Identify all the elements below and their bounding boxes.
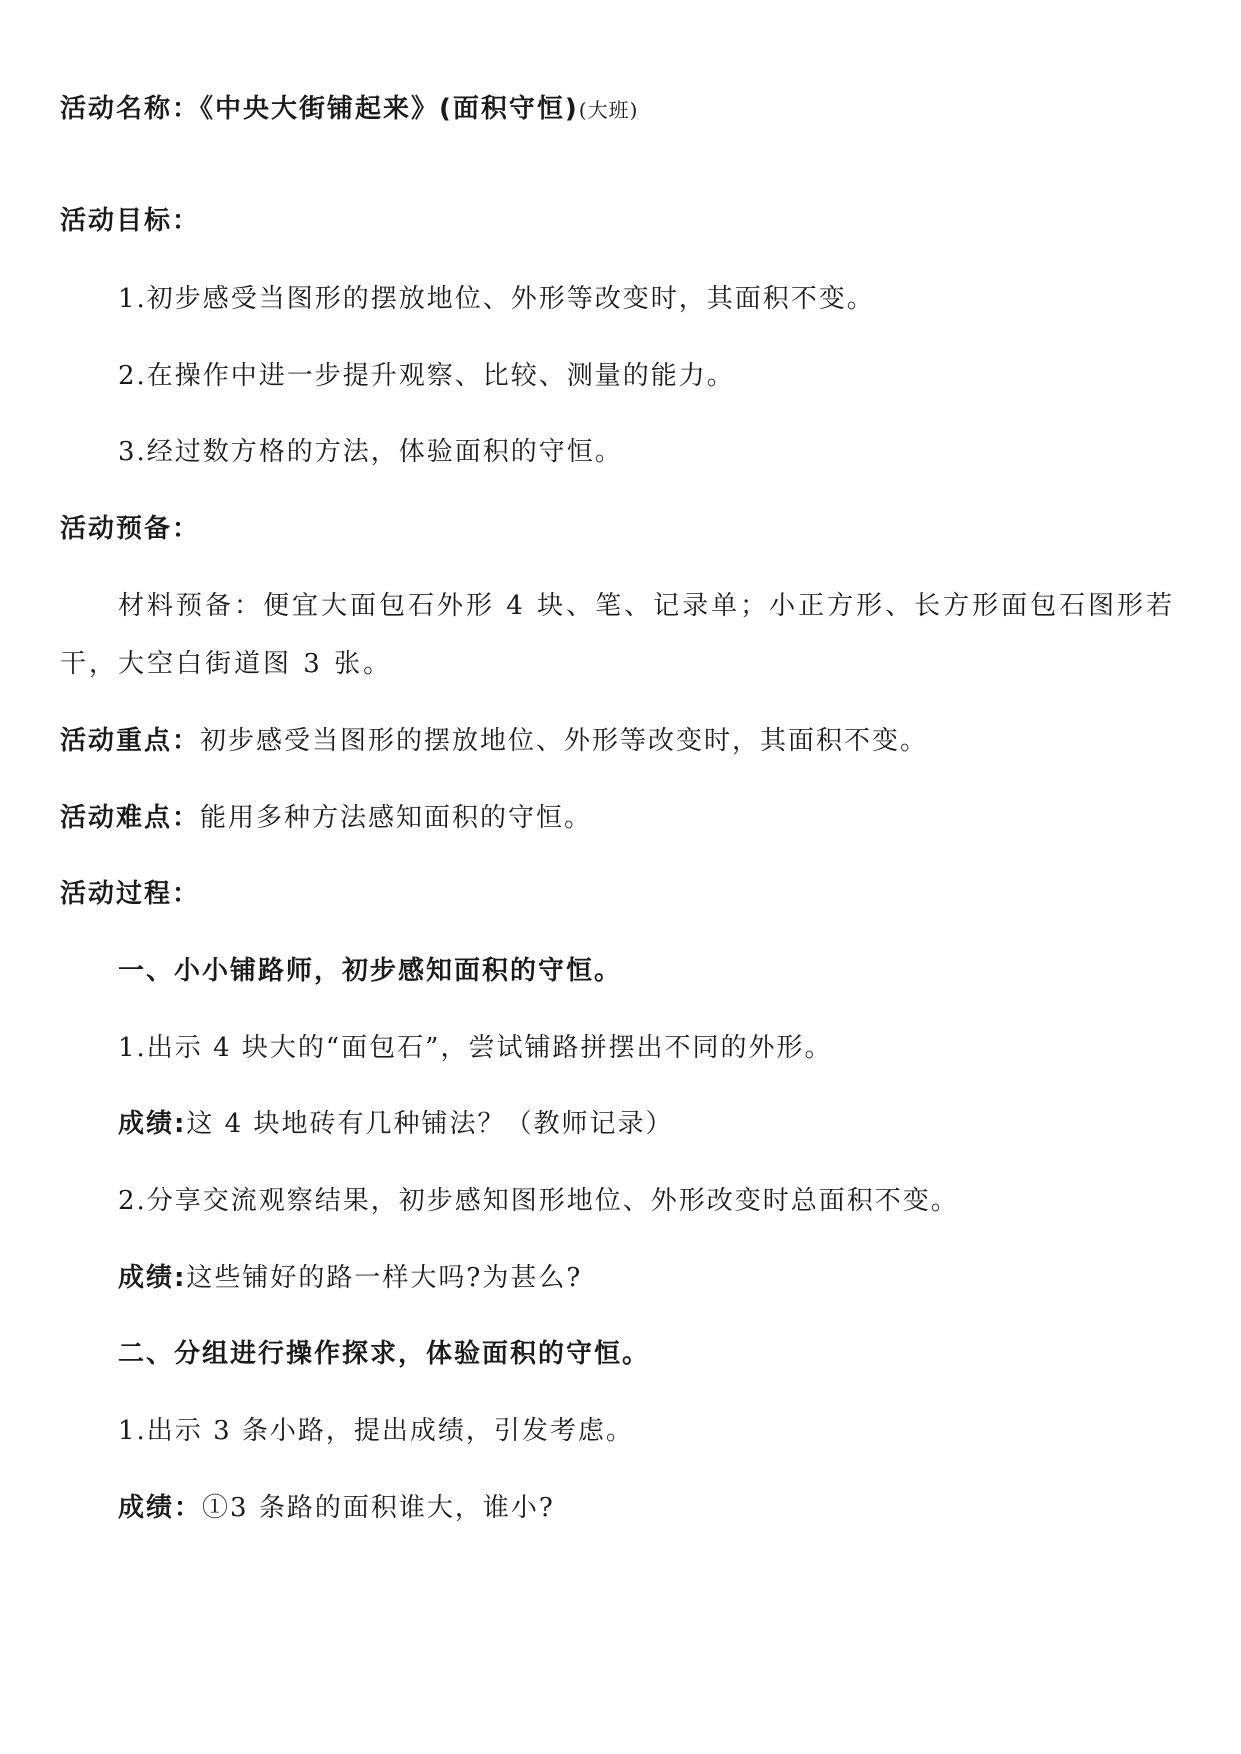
section-2-question-1 (118, 1491, 555, 1525)
difficulty-label: 活动难点： (60, 803, 201, 833)
difficulty (60, 801, 592, 835)
section-2-step-1: 1.出示 3 条小路，提出成绩，引发考虑。 (118, 1416, 634, 1446)
section-1-step-2: 2.分享交流观察结果，初步感知图形地位、外形改变时总面积不变。 (118, 1186, 959, 1216)
question-text: 这 4 块地砖有几种铺法？（教师记录） (186, 1109, 674, 1139)
section-1-heading: 一、小小铺路师，初步感知面积的守恒。 (118, 956, 623, 986)
question-text: ①3 条路的面积谁大，谁小? (202, 1493, 555, 1523)
goal-item-3: 3.经过数方格的方法，体验面积的守恒。 (118, 437, 623, 467)
question-label: 成绩: (118, 1263, 187, 1293)
difficulty-text: 能用多种方法感知面积的守恒。 (200, 803, 593, 833)
key-point-text: 初步感受当图形的摆放地位、外形等改变时，其面积不变。 (200, 726, 929, 756)
section-1-question-1 (118, 1107, 673, 1141)
activity-title (60, 92, 638, 127)
goal-item-2: 2.在操作中进一步提升观察、比较、测量的能力。 (118, 361, 735, 391)
question-label: 成绩: (118, 1109, 187, 1139)
section-1-step-1: 1.出示 4 块大的“面包石”，尝试铺路拼摆出不同的外形。 (118, 1033, 833, 1063)
question-label: 成绩： (118, 1493, 203, 1523)
question-text: 这些铺好的路一样大吗?为甚么? (186, 1263, 583, 1293)
goal-item-1: 1.初步感受当图形的摆放地位、外形等改变时，其面积不变。 (118, 284, 875, 314)
section-2-heading: 二、分组进行操作探求，体验面积的守恒。 (118, 1339, 651, 1369)
title-name: 《中央大街铺起来》(面积守恒) (200, 94, 579, 124)
prep-line-2: 干，大空白街道图 3 张。 (60, 649, 393, 679)
key-point-label: 活动重点： (60, 726, 201, 756)
key-point (60, 724, 928, 758)
title-label: 活动名称： (60, 94, 201, 124)
title-suffix: (大班) (578, 98, 639, 122)
section-1-question-2 (118, 1261, 582, 1295)
goals-heading: 活动目标： (60, 206, 201, 236)
process-heading: 活动过程： (60, 879, 201, 909)
prep-heading: 活动预备： (60, 514, 201, 544)
prep-line-1: 材料预备：便宜大面包石外形 4 块、笔、记录单；小正方形、长方形面包石图形若 (118, 591, 1176, 621)
